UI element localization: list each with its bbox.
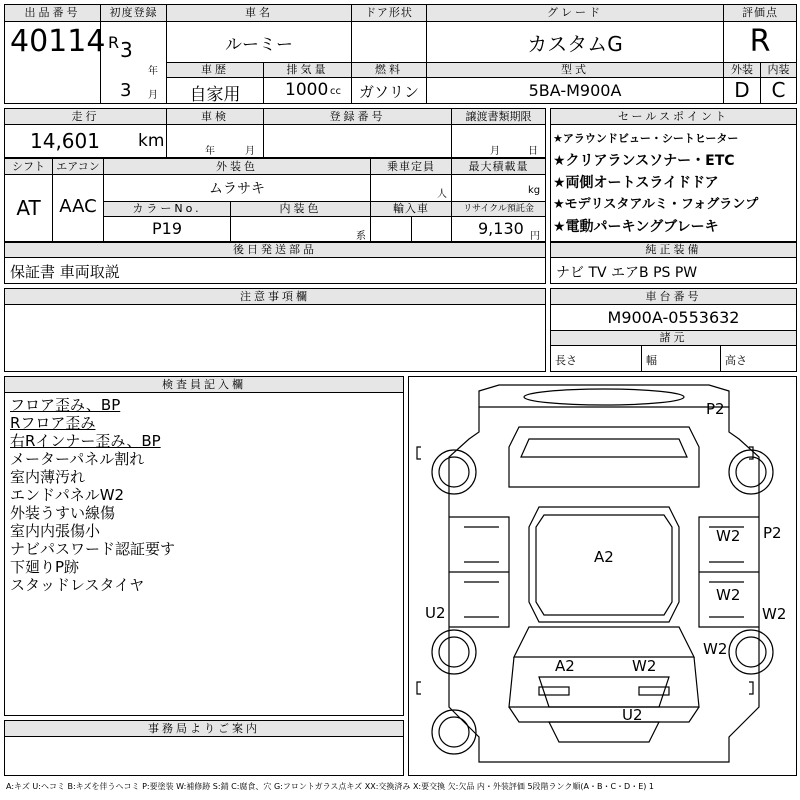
genuine-value: ナビ TV エアB PS PW: [556, 265, 698, 281]
genuine-header: 純正装備: [551, 243, 796, 257]
displacement-unit: cc: [330, 86, 341, 97]
displacement-header: 排気量: [264, 63, 351, 77]
history-header: 車歴: [167, 63, 263, 77]
score-header: 評価点: [724, 5, 796, 21]
inspector-note: フロア歪み、BP: [10, 396, 121, 414]
int-color-header: 内装色: [231, 202, 370, 216]
notes-header: 注意事項欄: [5, 289, 545, 304]
year-value: 3: [120, 38, 133, 62]
length-label: 長さ: [555, 354, 577, 367]
month-value: 3: [120, 80, 132, 101]
era-value: R: [108, 33, 120, 52]
inspection-header: 車検: [167, 109, 263, 124]
mark-right-front-fender: W2: [703, 640, 728, 658]
legend-text: A:キズ U:ヘコミ B:キズを伴うヘコミ P:要塗装 W:補修跡 S:錆 C:腐食、穴 G:フロントガラス点キズ XX:交換済み X:要交換 欠:欠品 内・外装評価 5段階ランク順(A・B・C・D・E) 1: [6, 782, 655, 791]
grade-value: カスタムG: [527, 32, 623, 56]
inspector-note: メーターパネル割れ: [10, 450, 145, 468]
inspector-note-list: [10, 396, 175, 594]
inspector-note: 下廻りP跡: [10, 558, 80, 576]
exterior-score: D: [734, 78, 750, 102]
month-unit: 月: [148, 90, 158, 101]
sales-point-item: ★アラウンドビュー・シートヒーター: [553, 132, 739, 145]
sales-point-list: [553, 128, 795, 238]
chassis-header: 車台番号: [551, 289, 796, 304]
lot-no-header: 出品番号: [5, 5, 100, 21]
sales-point-item: ★両側オートスライドドア: [553, 175, 719, 191]
mileage-header: 走行: [5, 109, 166, 124]
interior-score: C: [771, 78, 786, 102]
capacity-header: 乗車定員: [371, 159, 451, 174]
mileage-value: 14,601: [30, 129, 100, 153]
transfer-month-unit: 月: [490, 146, 500, 157]
aircon-value: AAC: [59, 196, 97, 217]
inspection-month-unit: 月: [245, 146, 255, 157]
inspector-note: エンドパネルW2: [10, 486, 125, 504]
first-reg-header: 初度登録: [101, 5, 166, 21]
car-name-header: 車名: [167, 5, 351, 21]
mileage-unit: km: [138, 131, 165, 151]
score-value: R: [749, 24, 771, 59]
mark-rear-bumper: P2: [706, 400, 725, 418]
mark-right-rear-door: W2: [716, 527, 741, 545]
lot-no-value: 40114: [10, 24, 106, 59]
sales-point-header: セールスポイント: [551, 109, 796, 124]
inspector-note: ナビパスワード認証要す: [10, 540, 176, 558]
height-label: 高さ: [725, 354, 747, 367]
after-parts-header: 後日発送部品: [5, 243, 545, 257]
after-parts-value: 保証書 車両取説: [10, 263, 120, 281]
mark-front-bumper: U2: [622, 706, 643, 724]
mark-right-front-door: W2: [716, 586, 741, 604]
import-header: 輸入車: [371, 202, 451, 216]
shift-value: AT: [16, 196, 41, 220]
load-unit: kg: [528, 185, 541, 196]
sales-point-item: ★クリアランスソナー・ETC: [553, 153, 735, 169]
width-label: 幅: [646, 354, 657, 367]
int-color-unit: 系: [356, 231, 366, 242]
mark-left-hood: A2: [555, 657, 575, 675]
sales-point-item: ★モデリスタアルミ・フォグランプ: [553, 197, 759, 212]
shift-header: シフト: [5, 159, 52, 174]
inspector-note: 室内薄汚れ: [10, 468, 86, 486]
inspector-note: 右Rインナー歪み、BP: [10, 432, 161, 450]
max-load-header: 最大積載量: [452, 159, 545, 174]
inspector-note: 室内内張傷小: [10, 522, 101, 540]
exterior-header: 外装: [724, 63, 760, 77]
recycle-unit: 円: [530, 231, 540, 242]
capacity-unit: 人: [437, 189, 447, 200]
displacement-value: 1000: [285, 80, 329, 100]
ext-color-value: ムラサキ: [209, 181, 265, 197]
inspector-note: 外装うすい線傷: [10, 504, 116, 522]
grade-header: グレード: [427, 5, 723, 21]
color-no-value: P19: [151, 219, 182, 238]
model-type-header: 型式: [427, 63, 723, 77]
recycle-value: 9,130: [478, 219, 524, 238]
color-no-header: カラーNo.: [104, 202, 230, 216]
car-name-value: ルーミー: [225, 35, 293, 55]
history-value: 自家用: [189, 85, 241, 105]
office-header: 事務局よりご案内: [5, 721, 403, 736]
inspector-header: 検査員記入欄: [5, 377, 403, 392]
inspection-year-unit: 年: [205, 146, 215, 157]
fuel-value: ガソリン: [358, 83, 419, 101]
transfer-deadline-header: 譲渡書類期限: [452, 109, 545, 124]
inspector-note: スタッドレスタイヤ: [10, 576, 145, 594]
model-type-value: 5BA-M900A: [528, 81, 622, 100]
specs-header: 諸元: [551, 331, 796, 345]
recycle-header: リサイクル預託金: [452, 202, 545, 216]
mark-right-hood: W2: [632, 657, 657, 675]
transfer-day-unit: 日: [528, 146, 538, 157]
ext-color-header: 外装色: [104, 159, 370, 174]
interior-header: 内装: [761, 63, 796, 77]
chassis-value: M900A-0553632: [607, 308, 740, 327]
mark-right-rear-quarter: P2: [763, 524, 782, 542]
mark-roof: A2: [594, 548, 614, 566]
aircon-header: エアコン: [53, 159, 103, 174]
year-unit: 年: [148, 66, 158, 77]
door-header: ドア形状: [352, 5, 426, 21]
mark-right-sill: W2: [762, 605, 787, 623]
inspector-note: Rフロア歪み: [10, 414, 96, 432]
reg-no-header: 登録番号: [264, 109, 451, 124]
fuel-header: 燃料: [352, 63, 426, 77]
sales-point-item: ★電動パーキングブレーキ: [553, 219, 719, 235]
car-damage-diagram: [409, 377, 796, 775]
mark-left-side: U2: [425, 604, 446, 622]
